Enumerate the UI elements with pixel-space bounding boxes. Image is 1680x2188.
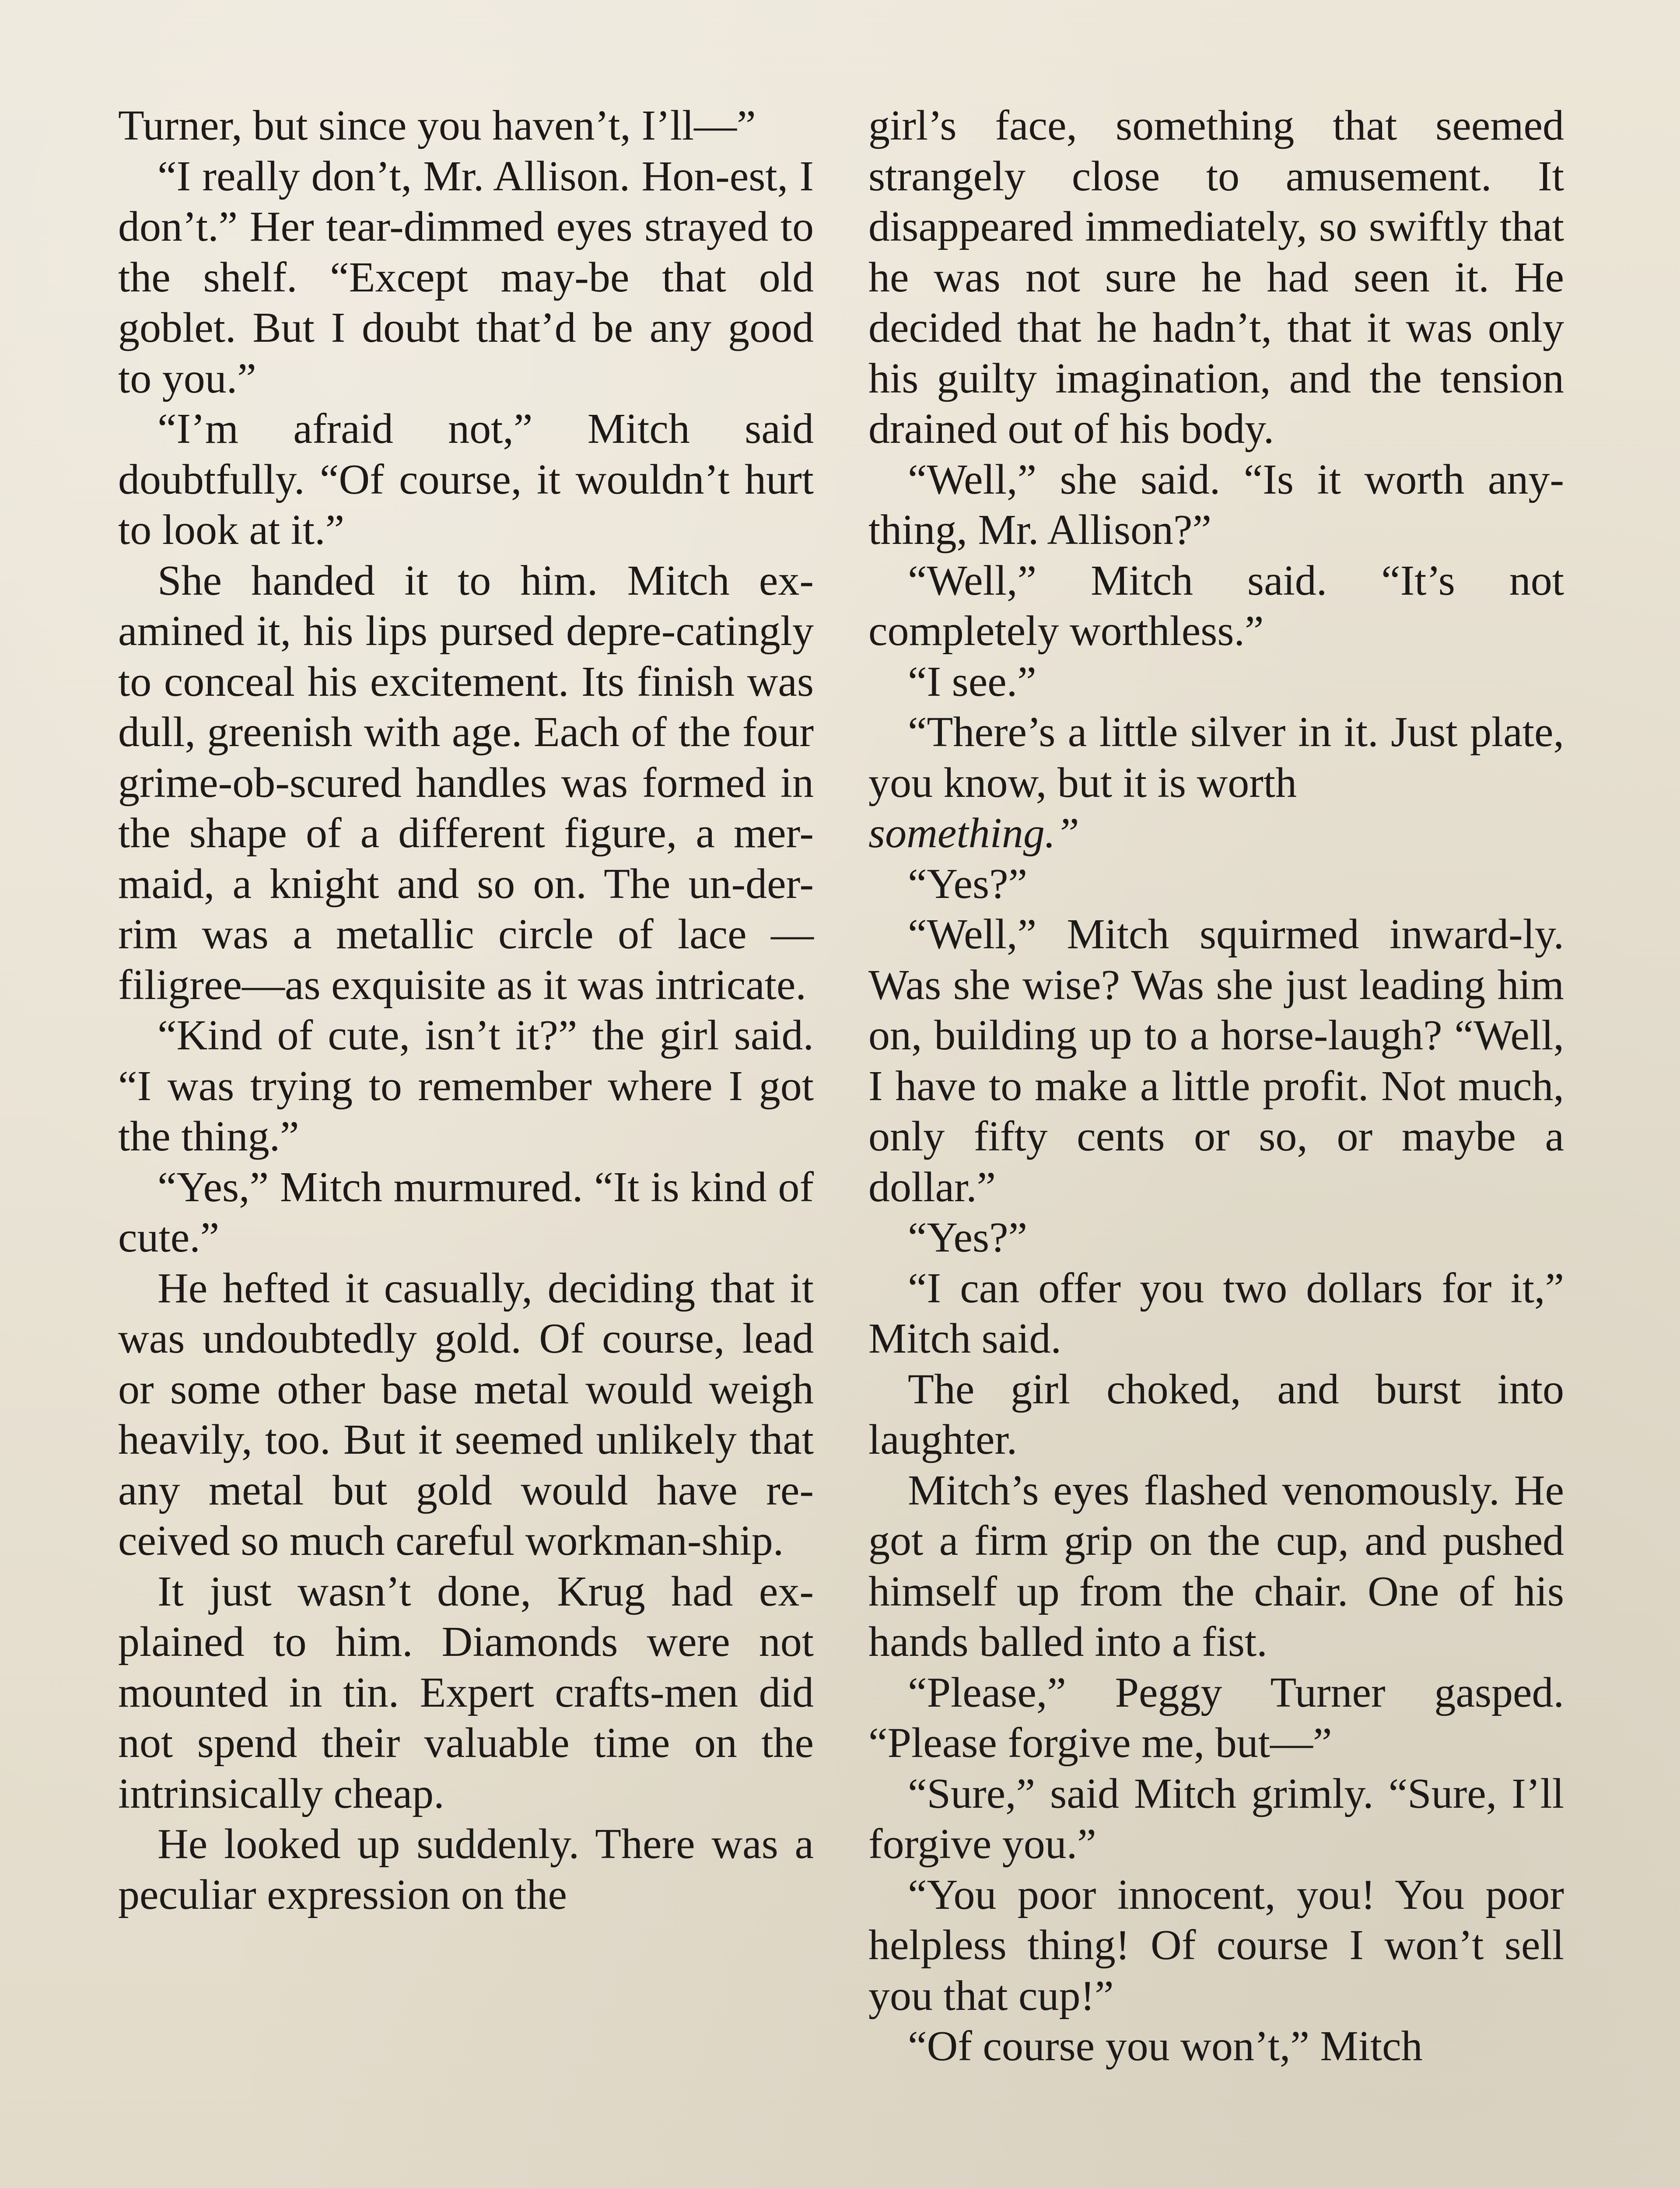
paragraph: “You poor innocent, you! You poor helpless thing! Of course I won’t sell you that cup!” [868, 1871, 1564, 2020]
left-text-column [118, 101, 814, 1920]
paragraph: “Well,” she said. “Is it worth any-thing, Mr. Allison?” [868, 456, 1564, 554]
paragraph: “I can offer you two dollars for it,” Mitch said. [868, 1264, 1564, 1362]
paragraph: He looked up suddenly. There was a peculiar expression on the [118, 1820, 814, 1918]
italic-word: something.” [868, 810, 1079, 857]
paragraph: girl’s face, something that seemed strangely close to amusement. It disappeared immediately, so swiftly that he was not sure he had seen it. He decided that he hadn’t, that it was only his guilty imagination, and the tension drained out of his body. [868, 102, 1564, 452]
paragraph: It just wasn’t done, Krug had ex-plained to him. Diamonds were not mounted in tin. Expert crafts-men did not spend their valuable time on the intrinsically cheap. [118, 1567, 814, 1817]
paragraph: “I see.” [908, 658, 1036, 705]
paragraph: “Sure,” said Mitch grimly. “Sure, I’ll forgive you.” [868, 1770, 1564, 1868]
paragraph: “Yes,” Mitch murmured. “It is kind of cute.” [118, 1163, 814, 1261]
paragraph: “There’s a little silver in it. Just plate, you know, but it is worth [868, 708, 1564, 806]
paragraph: “Yes?” [908, 1214, 1028, 1261]
paragraph: She handed it to him. Mitch ex-amined it, his lips pursed depre-catingly to conceal his excitement. Its finish was dull, greenish with age. Each of the four grime-ob-scured handles was formed in the shape of a different figure, a mer-maid, a knight and so on. The un-der-rim was a metallic circle of lace —filigree—as exquisite as it was intricate. [118, 557, 814, 1009]
paragraph: “I’m afraid not,” Mitch said doubtfully. “Of course, it wouldn’t hurt to look at it.” [118, 405, 814, 554]
paragraph-italic [868, 808, 1564, 859]
paragraph: “Well,” Mitch squirmed inward-ly. Was she wise? Was she just leading him on, building up to a horse-laugh? “Well, I have to make a little profit. Not much, only fifty cents or so, or maybe a dollar.” [868, 911, 1564, 1211]
paragraph: Mitch’s eyes flashed venomously. He got a firm grip on the cup, and pushed himself up from the chair. One of his hands balled into a fist. [868, 1466, 1564, 1666]
paragraph: “Kind of cute, isn’t it?” the girl said. “I was trying to remember where I got the thing.” [118, 1012, 814, 1160]
paragraph: “Of course you won’t,” Mitch [908, 2023, 1423, 2070]
paragraph: “Please,” Peggy Turner gasped. “Please forgive me, but—” [868, 1669, 1564, 1767]
paragraph: “I really don’t, Mr. Allison. Hon-est, I don’t.” Her tear-dimmed eyes strayed to the shelf. “Except may-be that old goblet. But I doubt that’d be any good to you.” [118, 152, 814, 402]
paragraph: Turner, but since you haven’t, I’ll—” [118, 102, 756, 149]
paragraph: “Yes?” [908, 860, 1028, 908]
paragraph: “Well,” Mitch said. “It’s not completely worthless.” [868, 557, 1564, 655]
right-text-column [868, 101, 1564, 2072]
paragraph: The girl choked, and burst into laughter. [868, 1365, 1564, 1463]
paragraph: He hefted it casually, deciding that it was undoubtedly gold. Of course, lead or some other base metal would weigh heavily, too. But it seemed unlikely that any metal but gold would have re-ceived so much careful workman-ship. [118, 1264, 814, 1564]
